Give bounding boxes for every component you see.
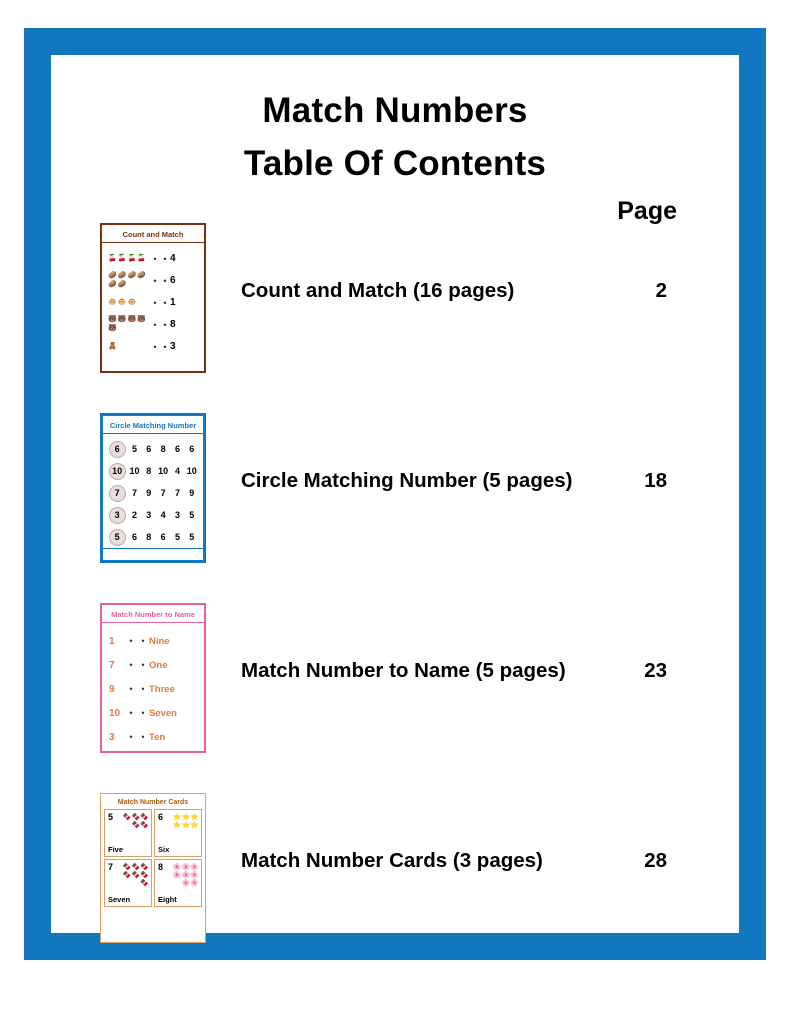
card-number: 5 — [108, 812, 114, 822]
card-icons: 🍫 🍫 🍫 🍫 🍫 — [122, 814, 149, 829]
number-card — [154, 809, 202, 857]
thumb-key-number: 10 — [109, 463, 126, 480]
thumb-row — [107, 504, 199, 526]
thumb-key-number: 7 — [109, 485, 126, 502]
thumb-row-number: 10 — [109, 707, 121, 719]
thumb-row — [107, 438, 199, 460]
thumb-row: 10 • • Seven — [109, 707, 177, 719]
thumb-row-name: Seven — [149, 707, 177, 719]
card-number: 8 — [158, 862, 164, 872]
thumb-cell: 6 — [146, 444, 152, 454]
toc-entry-page: 28 — [644, 849, 667, 872]
thumb-row-number: 1 — [109, 635, 115, 647]
thumbnail-title: Count and Match — [102, 225, 204, 243]
toc-entry-page: 23 — [644, 659, 667, 682]
thumb-row-number: 6 — [170, 275, 176, 286]
thumb-row — [107, 526, 199, 548]
thumb-row: 🐵 🐵 🐵 • • 1 — [108, 297, 176, 308]
thumb-cell: 8 — [146, 532, 152, 542]
page-content-sheet — [51, 55, 739, 933]
card-number: 7 — [108, 862, 114, 872]
thumb-row: 🐻 🐻 🐻 🐻 🐻 • • 8 — [108, 316, 176, 332]
thumb-key-number: 3 — [109, 507, 126, 524]
thumb-row: 🥔 🥔 🥔 🥔 🥔 🥔 • • 6 — [108, 272, 176, 288]
thumb-cell: 5 — [131, 444, 137, 454]
thumb-cell: 4 — [174, 466, 180, 476]
card-word: Five — [108, 845, 124, 854]
thumb-cell: 7 — [160, 488, 166, 498]
card-word: Seven — [108, 895, 131, 904]
thumb-cell: 5 — [189, 532, 195, 542]
thumb-row — [107, 482, 199, 504]
thumb-cell: 3 — [174, 510, 180, 520]
table-of-contents — [51, 223, 739, 983]
title-line-1: Match Numbers — [262, 91, 528, 130]
toc-entry-circle-matching-number[interactable] — [51, 413, 739, 603]
thumbnail-match-number-cards — [100, 793, 206, 943]
thumb-row-number: 8 — [170, 319, 176, 330]
thumb-row-name: One — [149, 659, 168, 671]
toc-entry-label: Match Number to Name (5 pages) — [241, 659, 566, 682]
thumb-row-number: 7 — [109, 659, 115, 671]
thumb-row: 🍒 🍒 🍒 🍒 • • 4 — [108, 253, 176, 264]
thumb-cell: 4 — [160, 510, 166, 520]
toc-entry-page: 2 — [655, 279, 667, 302]
toc-entry-page: 18 — [644, 469, 667, 492]
thumb-cell: 7 — [131, 488, 137, 498]
number-card — [104, 859, 152, 907]
thumb-row-number: 3 — [170, 341, 176, 352]
thumb-key-number: 5 — [109, 529, 126, 546]
page-column-header: Page — [617, 197, 677, 225]
thumb-cell: 6 — [131, 532, 137, 542]
toc-entry-label: Circle Matching Number (5 pages) — [241, 469, 573, 492]
thumb-cell: 8 — [146, 466, 152, 476]
thumbnail-title: Match Number Cards — [117, 799, 189, 806]
thumb-cell: 3 — [146, 510, 152, 520]
thumbnail-match-number-to-name — [100, 603, 206, 753]
thumb-row-number: 1 — [170, 297, 176, 308]
thumb-row-number: 9 — [109, 683, 115, 695]
thumb-cell: 5 — [174, 532, 180, 542]
number-card — [104, 809, 152, 857]
thumb-cell: 2 — [131, 510, 137, 520]
number-card — [154, 859, 202, 907]
thumb-cell: 5 — [189, 510, 195, 520]
thumb-row-name: Nine — [149, 635, 170, 647]
page-border-frame — [24, 28, 766, 960]
thumb-cell: 7 — [174, 488, 180, 498]
thumb-row-name: Three — [149, 683, 175, 695]
thumbnail-count-and-match — [100, 223, 206, 373]
thumb-cell: 6 — [174, 444, 180, 454]
card-icons: 🌸 🌸 🌸 🌸 🌸 🌸 🌸 🌸 — [172, 864, 199, 887]
thumb-cell: 6 — [160, 532, 166, 542]
thumbnail-circle-matching-number — [100, 413, 206, 563]
toc-entry-count-and-match[interactable] — [51, 223, 739, 413]
card-number: 6 — [158, 812, 164, 822]
thumb-row-name: Ten — [149, 731, 166, 743]
title-line-2: Table Of Contents — [243, 143, 547, 183]
thumb-row: 3 • • Ten — [109, 731, 166, 743]
page-title — [51, 85, 739, 190]
toc-entry-match-number-cards[interactable] — [51, 793, 739, 983]
thumb-key-number: 6 — [109, 441, 126, 458]
card-word: Eight — [158, 895, 177, 904]
card-word: Six — [158, 845, 170, 854]
thumb-row: 9 • • Three — [109, 683, 175, 695]
thumb-cell: 9 — [146, 488, 152, 498]
card-icons: ⭐ ⭐ ⭐ ⭐ ⭐ ⭐ — [172, 814, 199, 829]
thumb-row — [107, 460, 199, 482]
thumb-row-number: 3 — [109, 731, 115, 743]
thumb-cell: 10 — [129, 466, 140, 476]
thumbnail-title: Match Number to Name — [102, 605, 204, 623]
toc-entry-label: Count and Match (16 pages) — [241, 279, 515, 302]
toc-entry-match-number-to-name[interactable] — [51, 603, 739, 793]
thumbnail-title: Circle Matching Number — [103, 416, 203, 434]
thumb-cell: 9 — [189, 488, 195, 498]
toc-entry-label: Match Number Cards (3 pages) — [241, 849, 543, 872]
thumb-cell: 10 — [186, 466, 197, 476]
thumbnail-footer — [103, 548, 203, 558]
thumb-row-number: 4 — [170, 253, 176, 264]
thumb-cell: 6 — [189, 444, 195, 454]
thumb-row: 1 • • Nine — [109, 635, 170, 647]
thumb-cell: 10 — [158, 466, 169, 476]
thumb-cell: 8 — [160, 444, 166, 454]
thumb-row: 7 • • One — [109, 659, 168, 671]
thumb-row: 🧸 • • 3 — [108, 341, 176, 352]
card-icons: 🍫 🍫 🍫 🍫 🍫 🍫 🍫 — [122, 864, 149, 887]
